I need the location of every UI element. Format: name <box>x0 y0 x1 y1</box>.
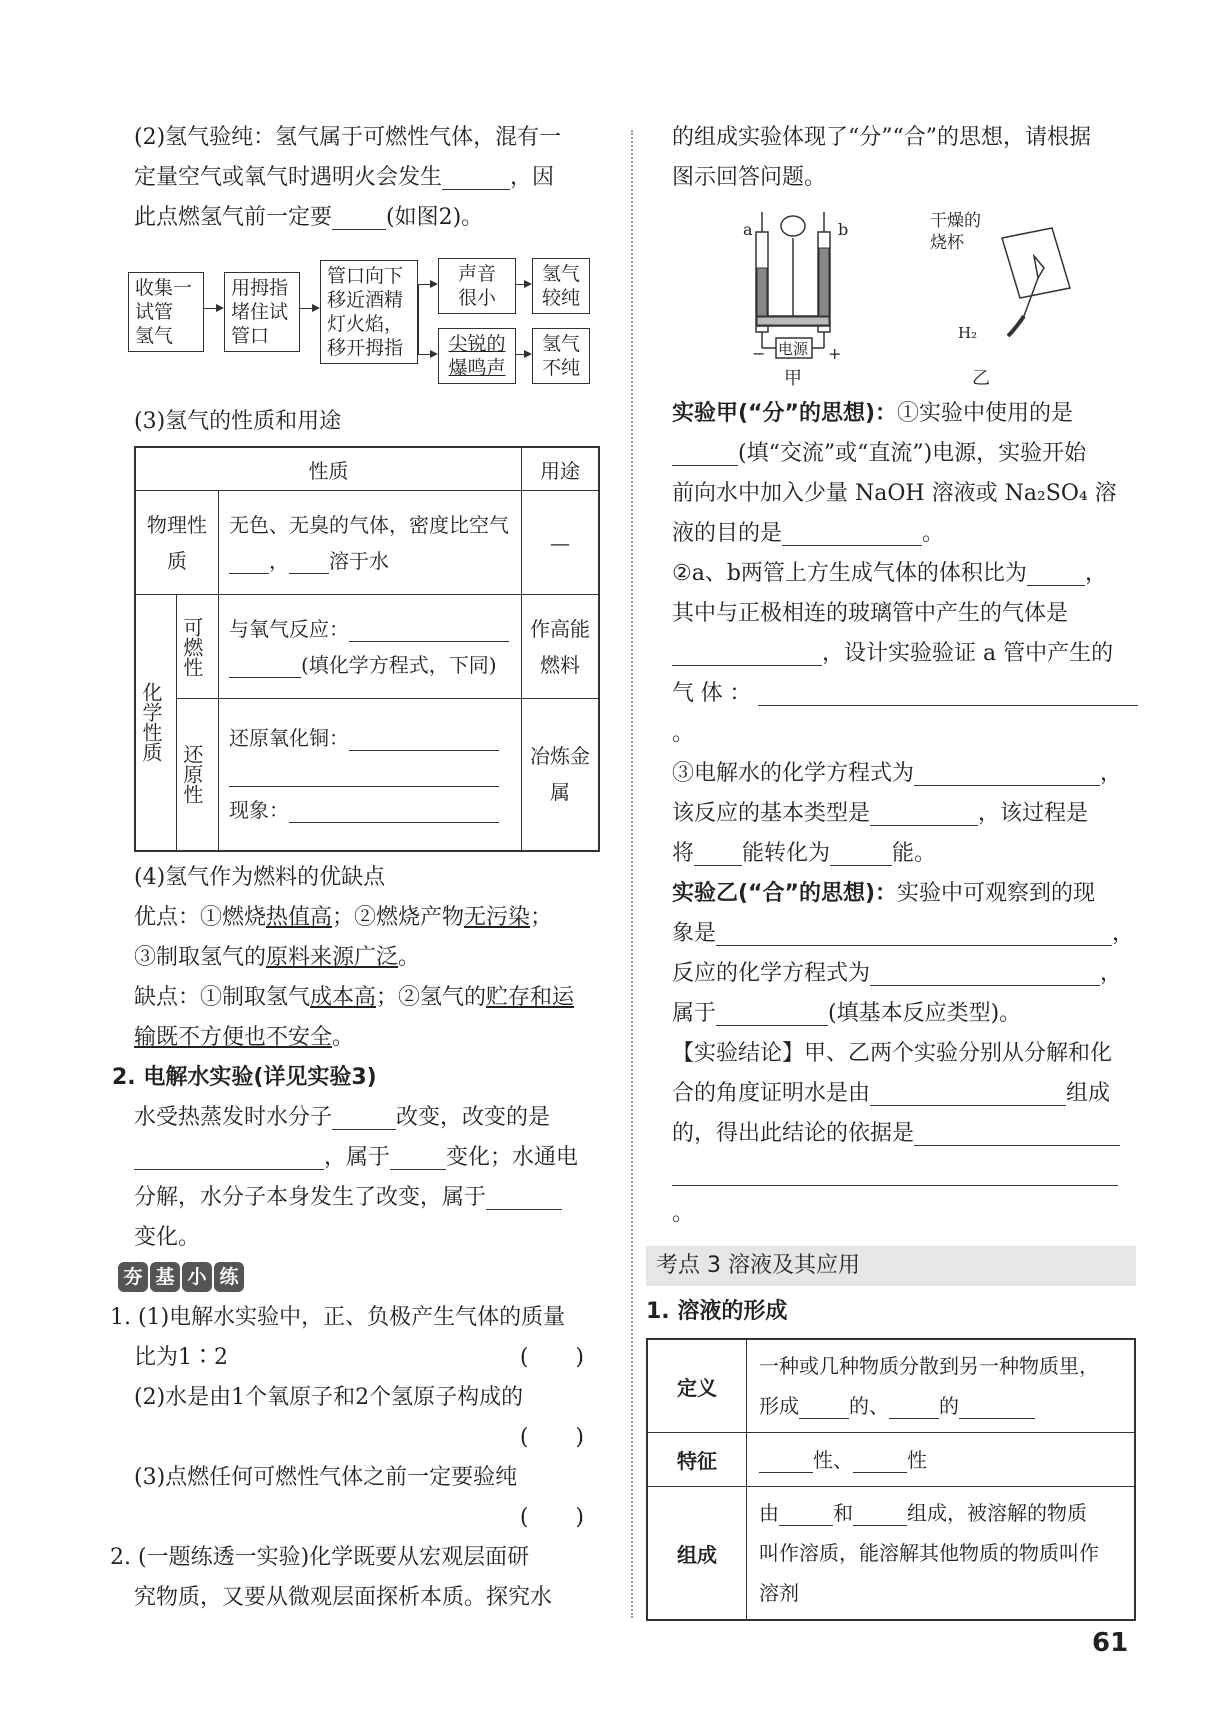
arrow <box>204 308 222 309</box>
table-cell: 冶炼金属 <box>522 699 600 851</box>
text-line: (3)氢气的性质和用途 <box>134 409 342 434</box>
answer-parentheses[interactable]: ( ) <box>519 1344 604 1370</box>
answer-blank[interactable] <box>672 639 822 666</box>
question-line: (2)水是由1个氧原子和2个氢原子构成的 <box>134 1384 524 1410</box>
hydrogen-property-table <box>134 446 600 852</box>
minus-label: − <box>752 344 766 363</box>
text-line: 其中与正极相连的玻璃管中产生的气体是 <box>672 601 1069 626</box>
row-label: 物理性质 <box>135 491 219 595</box>
question-line <box>134 1418 604 1458</box>
answer-blank[interactable] <box>914 1119 1120 1146</box>
text-line: 缺点：①制取氢气成本高；②氢气的贮存和运 <box>134 984 575 1010</box>
column-divider <box>631 130 633 1618</box>
answer-blank[interactable] <box>716 919 1112 946</box>
table-cell: 一种或几种物质分散到另一种物质里， 形成 的、 的 <box>747 1339 1136 1433</box>
text-line: ③电解水的化学方程式为 ， <box>672 761 1123 786</box>
text-line: 。 <box>672 1154 1138 1234</box>
power-label: 电源 <box>778 340 809 358</box>
subsection-heading: 1. 溶液的形成 <box>646 1299 788 1324</box>
row-label: 组成 <box>647 1487 747 1621</box>
question-line: 1. (1)电解水实验中，正、负极产生气体的质量 <box>110 1304 566 1330</box>
tube-a-label: a <box>743 220 753 239</box>
tube-b-label: b <box>838 220 849 239</box>
text-line: 的，得出此结论的依据是 <box>672 1114 1138 1154</box>
figure-label-yi: 乙 <box>972 368 990 389</box>
section-heading: 考点 3 溶液及其应用 <box>646 1246 1136 1286</box>
h2-label: H₂ <box>958 324 978 342</box>
arrow <box>516 284 530 285</box>
flow-box-ignite: 管口向下 移近酒精 灯火焰， 移开拇指 <box>320 260 418 364</box>
text-line: ②a、b两管上方生成气体的体积比为 ， <box>672 561 1107 586</box>
answer-blank[interactable] <box>332 203 386 230</box>
right-column <box>646 118 1138 1621</box>
text-line: 优点：①燃烧热值高；②燃烧产物无污染； <box>134 904 553 930</box>
row-label: 还原性 <box>176 699 218 851</box>
text-line: 反应的化学方程式为 ， <box>672 961 1123 986</box>
question-line: 2. (一题练透一实验)化学既要从宏观层面研 <box>110 1544 530 1570</box>
answer-blank[interactable] <box>390 1143 446 1170</box>
text-line: (2)氢气验纯：氢气属于可燃性气体，混有一 <box>134 125 562 150</box>
answer-blank[interactable] <box>349 615 509 642</box>
left-column <box>110 118 604 1618</box>
answer-blank[interactable] <box>229 651 301 678</box>
question-line: 究物质，又要从微观层面探析本质。探究水 <box>134 1584 553 1610</box>
text-line: 图示回答问题。 <box>672 165 827 190</box>
text-line: 定量空气或氧气时遇明火会发生 ，因 <box>134 165 555 190</box>
figure-label-jia: 甲 <box>784 368 802 389</box>
text-line: 的组成实验体现了“分”“合”的思想，请根据 <box>672 125 1091 150</box>
text-line: 合的角度证明水是由 组成 <box>672 1081 1111 1106</box>
answer-blank[interactable] <box>1027 559 1085 586</box>
flow-box-pure: 氢气 较纯 <box>532 258 590 314</box>
flow-box-sharp-pop: 尖锐的 爆鸣声 <box>438 328 516 384</box>
answer-blank[interactable] <box>486 1183 562 1210</box>
answer-blank[interactable] <box>914 759 1100 786</box>
text-line: 液的目的是 。 <box>672 521 945 546</box>
answer-blank[interactable] <box>889 1392 939 1419</box>
answer-parentheses[interactable]: ( ) <box>519 1424 604 1450</box>
row-label: 可燃性 <box>176 595 218 699</box>
text-line: 输既不方便也不安全。 <box>134 1024 355 1050</box>
table-cell: 还原氧化铜： 现象： <box>219 699 522 851</box>
table-cell: 作高能燃料 <box>522 595 600 699</box>
answer-blank[interactable] <box>782 519 922 546</box>
answer-blank[interactable] <box>289 796 499 823</box>
question-line: 比为1∶2 ( ) <box>134 1338 604 1378</box>
flow-box-quiet: 声音 很小 <box>438 258 516 314</box>
hydrogen-test-flowchart <box>128 246 604 396</box>
solution-table <box>646 1338 1136 1621</box>
answer-blank[interactable] <box>799 1392 849 1419</box>
answer-blank[interactable] <box>349 724 499 751</box>
table-cell: — <box>522 491 600 595</box>
text-line: ，属于 变化；水通电 <box>134 1138 604 1178</box>
arrow <box>300 308 318 309</box>
table-header: 性质 <box>135 447 522 491</box>
table-cell: 由 和 组成，被溶解的物质 叫作溶质，能溶解其他物质的物质叫作 溶剂 <box>747 1487 1136 1621</box>
experiment-figure <box>672 198 1138 394</box>
question-line: (3)点燃任何可燃性气体之前一定要验纯 <box>134 1464 518 1490</box>
table-cell: 性、 性 <box>747 1433 1136 1487</box>
answer-blank[interactable] <box>758 679 1138 706</box>
flow-box-impure: 氢气 不纯 <box>532 328 590 384</box>
text-line: (填“交流”或“直流”)电源，实验开始 <box>672 434 1138 474</box>
table-cell: 与氧气反应： (填化学方程式，下同) <box>219 595 522 699</box>
answer-blank[interactable] <box>853 1446 907 1473</box>
row-label: 化学性质 <box>135 595 176 851</box>
text-line: 属于 (填基本反应类型)。 <box>672 1001 1022 1026</box>
arrow <box>418 354 436 355</box>
text-line: 前向水中加入少量 NaOH 溶液或 Na₂SO₄ 溶 <box>672 481 1117 506</box>
answer-blank[interactable] <box>716 999 828 1026</box>
text-line: 象是 ， <box>672 921 1135 946</box>
answer-blank[interactable] <box>134 1143 324 1170</box>
flow-box-collect: 收集一 试管 氢气 <box>128 272 204 352</box>
text-line: 变化。 <box>134 1224 201 1250</box>
text-line: 水受热蒸发时水分子 改变，改变的是 <box>134 1104 551 1130</box>
text-line: 该反应的基本类型是 ，该过程是 <box>672 801 1089 826</box>
answer-blank[interactable] <box>694 839 742 866</box>
answer-blank[interactable] <box>830 839 892 866</box>
text-line: (4)氢气作为燃料的优缺点 <box>134 864 386 890</box>
electrolysis-apparatus <box>672 198 1138 394</box>
answer-parentheses[interactable]: ( ) <box>519 1504 604 1530</box>
answer-blank[interactable] <box>672 439 738 466</box>
text-line: 气体：。 <box>672 674 1138 754</box>
answer-blank[interactable] <box>289 547 329 574</box>
page-number: 61 <box>1092 1628 1129 1658</box>
answer-blank[interactable] <box>853 1499 907 1526</box>
answer-blank[interactable] <box>759 1446 813 1473</box>
table-cell: 无色、无臭的气体，密度比空气 ， 溶于水 <box>219 491 522 595</box>
text-line: 分解，水分子本身发生了改变，属于 <box>134 1178 604 1218</box>
answer-blank[interactable] <box>442 163 510 190</box>
answer-blank[interactable] <box>779 1499 833 1526</box>
answer-blank[interactable] <box>870 959 1100 986</box>
text-line: 【实验结论】甲、乙两个实验分别从分解和化 <box>672 1041 1113 1066</box>
arrow <box>516 354 530 355</box>
answer-blank[interactable] <box>959 1392 1035 1419</box>
answer-blank[interactable] <box>672 1159 1118 1186</box>
text-line: 实验甲(“分”的思想)：①实验中使用的是 <box>672 401 1074 426</box>
practice-badge: 夯 基 小 练 <box>118 1262 246 1292</box>
answer-blank[interactable] <box>229 760 499 787</box>
answer-blank[interactable] <box>332 1103 396 1130</box>
branch-line <box>418 284 419 354</box>
answer-blank[interactable] <box>870 799 978 826</box>
plus-label: + <box>828 344 842 363</box>
text-line: 将 能转化为 能。 <box>672 841 937 866</box>
answer-blank[interactable] <box>229 547 269 574</box>
text-line: ，设计实验验证 a 管中产生的 <box>672 634 1138 674</box>
section-heading: 2. 电解水实验(详见实验3) <box>112 1064 377 1090</box>
table-header: 用途 <box>522 447 600 491</box>
row-label: 特征 <box>647 1433 747 1487</box>
row-label: 定义 <box>647 1339 747 1433</box>
flow-box-cover: 用拇指 堵住试 管口 <box>224 272 300 352</box>
answer-blank[interactable] <box>870 1079 1066 1106</box>
beaker-label: 干燥的 烧杯 <box>930 211 981 253</box>
text-line: 实验乙(“合”的思想)：实验中可观察到的现 <box>672 881 1096 906</box>
text-line: 此点燃氢气前一定要 (如图2)。 <box>134 205 484 230</box>
text-line: ③制取氢气的原料来源广泛。 <box>134 944 421 970</box>
arrow <box>418 284 436 285</box>
question-line <box>134 1498 604 1538</box>
